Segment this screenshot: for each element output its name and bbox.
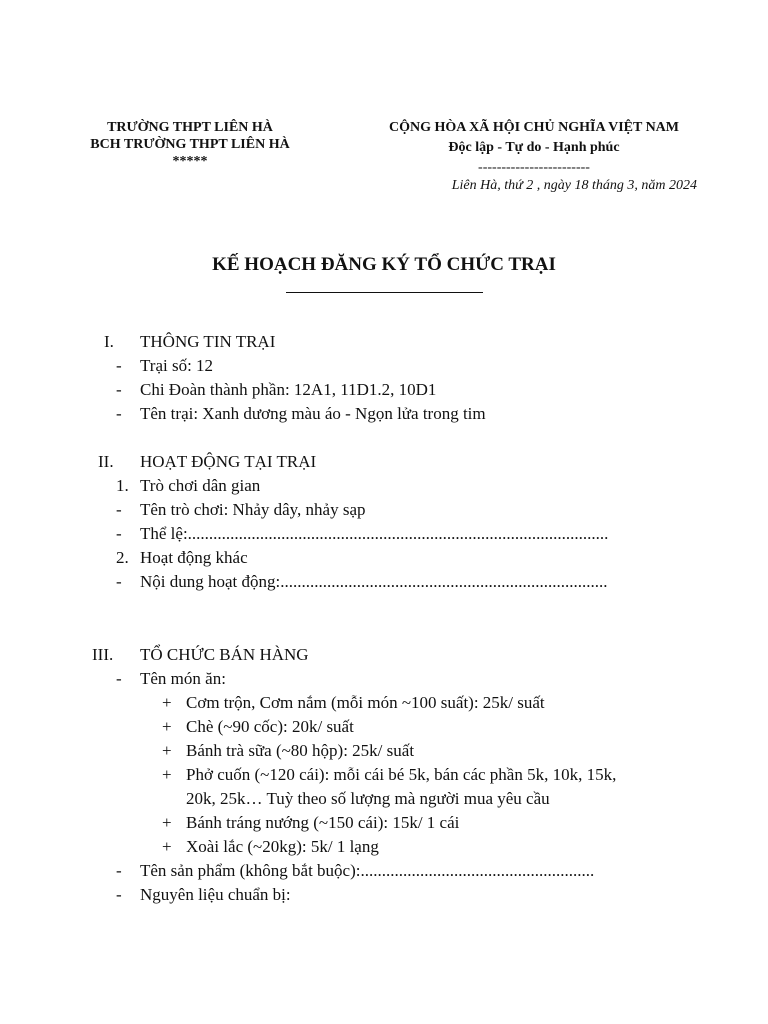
sub-bullet: + <box>162 741 172 760</box>
sub-bullet: + <box>162 693 172 712</box>
list-bullet: - <box>116 356 122 375</box>
title-underline <box>286 292 483 293</box>
game-names: Tên trò chơi: Nhảy dây, nhảy sạp <box>140 500 366 519</box>
section-1-heading: THÔNG TIN TRẠI <box>140 332 276 351</box>
list-bullet: - <box>116 885 122 904</box>
nation-divider: ------------------------ <box>478 160 590 175</box>
list-bullet: - <box>116 861 122 880</box>
list-bullet: - <box>116 572 122 591</box>
youth-union-name: BCH TRƯỜNG THPT LIÊN HÀ <box>90 137 290 152</box>
list-bullet: - <box>116 380 122 399</box>
dish-item: Phở cuốn (~120 cái): mỗi cái bé 5k, bán các phần 5k, 10k, 15k, <box>186 765 617 784</box>
date-line: Liên Hà, thứ 2 , ngày 18 tháng 3, năm 2024 <box>451 178 697 193</box>
section-2-number: II. <box>98 452 114 471</box>
other-activities-item: Hoạt động khác <box>140 548 248 567</box>
sub-bullet: + <box>162 813 172 832</box>
list-number: 1. <box>116 476 129 495</box>
dish-item: Bánh tráng nướng (~150 cái): 15k/ 1 cái <box>186 813 460 832</box>
sub-bullet: + <box>162 717 172 736</box>
dish-item: Xoài lắc (~20kg): 5k/ 1 lạng <box>186 837 379 856</box>
section-3-heading: TỔ CHỨC BÁN HÀNG <box>140 645 309 664</box>
product-name-blank: Tên sản phẩm (không bắt buộc):....................................................... <box>140 861 595 880</box>
folk-games-item: Trò chơi dân gian <box>140 476 261 495</box>
section-3-number: III. <box>92 645 114 664</box>
section-2-heading: HOẠT ĐỘNG TẠI TRẠI <box>140 452 317 471</box>
sub-bullet: + <box>162 837 172 856</box>
dish-item-continuation: 20k, 25k… Tuỳ theo số lượng mà người mua yêu cầu <box>186 789 550 808</box>
ingredients-label: Nguyên liệu chuẩn bị: <box>140 885 291 904</box>
nation-motto: Độc lập - Tự do - Hạnh phúc <box>448 140 620 155</box>
camp-number: Trại số: 12 <box>140 356 214 375</box>
list-bullet: - <box>116 524 122 543</box>
activity-content-blank: Nội dung hoạt động:............................................................................. <box>140 572 608 591</box>
school-name: TRƯỜNG THPT LIÊN HÀ <box>107 120 273 135</box>
member-branches: Chi Đoàn thành phần: 12A1, 11D1.2, 10D1 <box>140 380 437 399</box>
list-bullet: - <box>116 500 122 519</box>
list-bullet: - <box>116 404 122 423</box>
sub-bullet: + <box>162 765 172 784</box>
school-stars: ***** <box>172 154 208 169</box>
camp-name: Tên trại: Xanh dương màu áo - Ngọn lửa trong tim <box>140 404 486 423</box>
dish-item: Chè (~90 cốc): 20k/ suất <box>186 717 354 736</box>
dish-item: Bánh trà sữa (~80 hộp): 25k/ suất <box>186 741 415 760</box>
game-rules-blank: Thể lệ:................................................................................................... <box>140 524 609 543</box>
nation-name: CỘNG HÒA XÃ HỘI CHỦ NGHĨA VIỆT NAM <box>388 120 679 135</box>
document-title: KẾ HOẠCH ĐĂNG KÝ TỔ CHỨC TRẠI <box>212 254 556 275</box>
dish-item: Cơm trộn, Cơm nắm (mỗi món ~100 suất): 25k/ suất <box>186 693 545 712</box>
list-number: 2. <box>116 548 129 567</box>
dish-list-label: Tên món ăn: <box>140 669 226 688</box>
list-bullet: - <box>116 669 122 688</box>
section-1-number: I. <box>104 332 114 351</box>
